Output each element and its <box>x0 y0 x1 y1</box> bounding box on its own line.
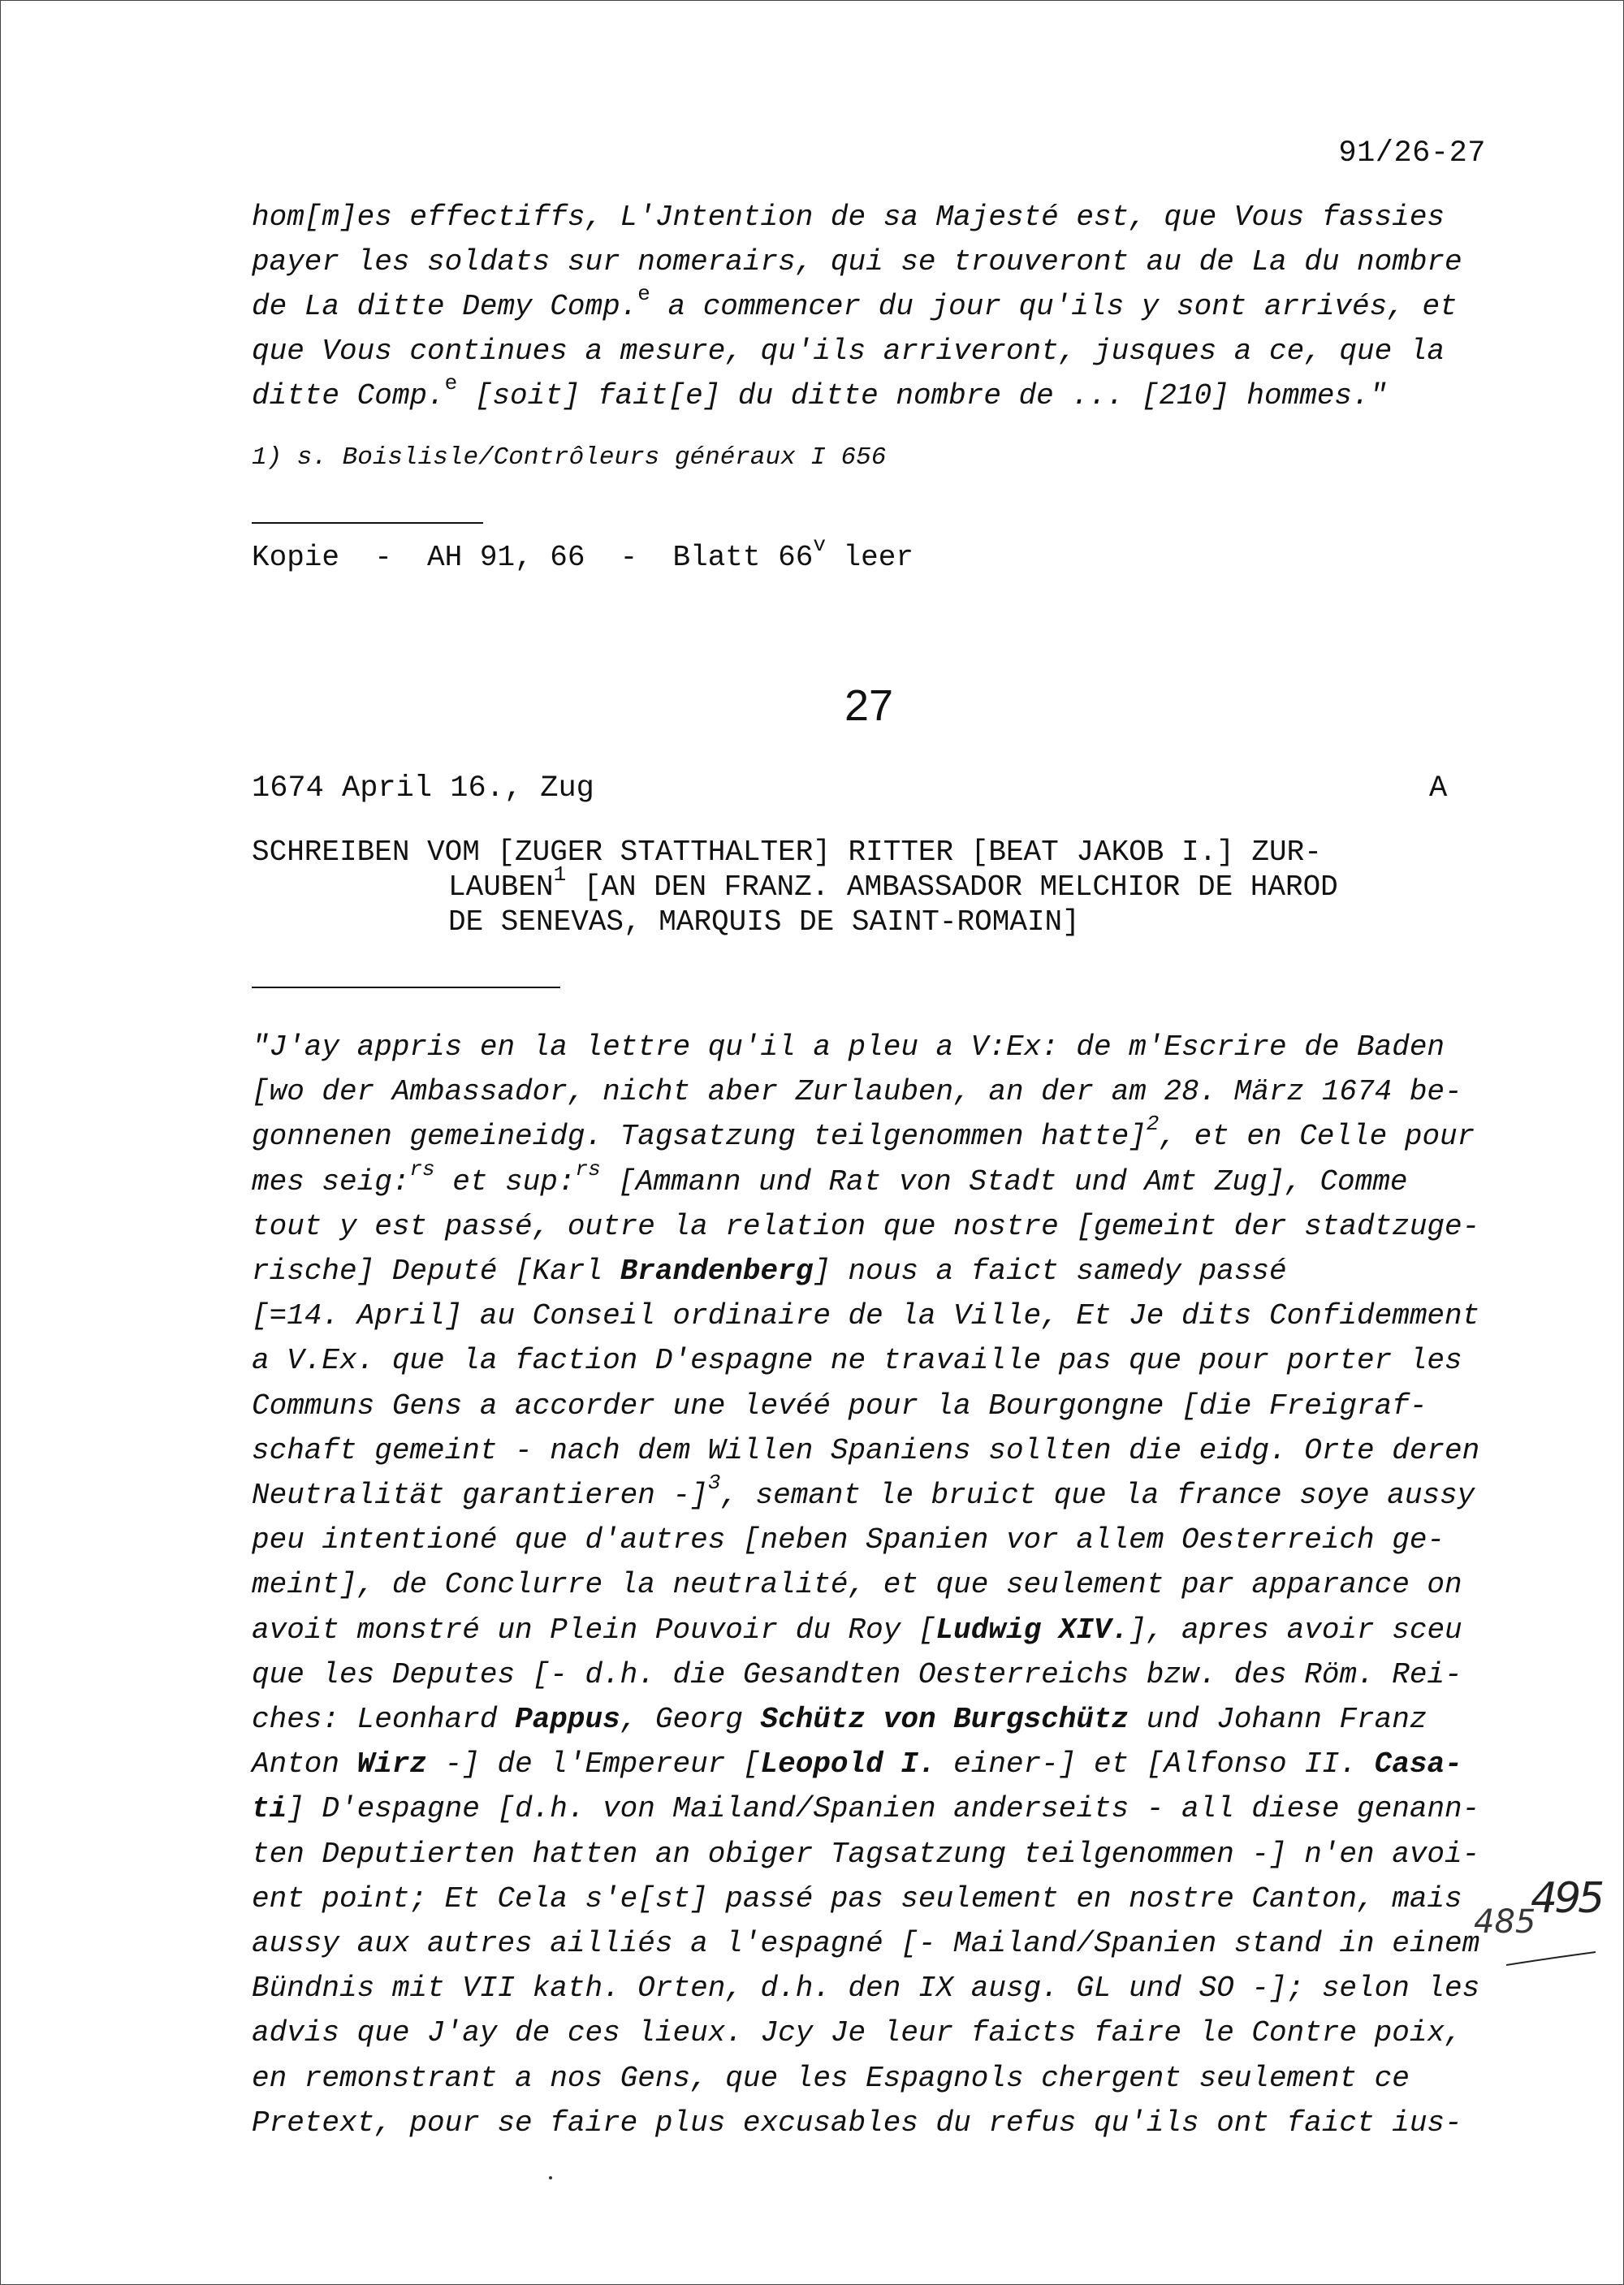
body-line <box>252 1966 1502 2011</box>
date-place: 1674 April 16., Zug <box>252 771 594 806</box>
footnote: 1) s. Boislisle/Contrôleurs généraux I 656 <box>252 443 887 472</box>
body-line <box>252 2056 1502 2101</box>
bold-name: Wirz <box>356 1747 428 1782</box>
text-run: ], apres avoir sceu <box>1129 1613 1462 1647</box>
text-run: einer-] et [Alfonso II. <box>935 1747 1375 1782</box>
text-run: [=14. April] au Conseil ordinaire de la Ville, Et Je dits Confidemment <box>252 1299 1480 1333</box>
text-run: a V.Ex. que la faction D'espagne ne travaille pas que pour porter les <box>252 1344 1462 1378</box>
text-run: Pretext, pour se faire plus excusables du refus qu'ils ont faict ius- <box>252 2106 1462 2140</box>
text-run: meint], de Conclurre la neutralité, et que seulement par apparance on <box>252 1568 1462 1602</box>
text-run: et sup: <box>434 1164 576 1199</box>
separator-rule <box>252 522 483 524</box>
body-line <box>252 1384 1502 1428</box>
superscript: rs <box>575 1156 601 1181</box>
bold-name: Brandenberg <box>620 1255 814 1289</box>
body-line <box>252 1921 1502 1966</box>
text-run: [wo der Ambassador, nicht aber Zurlauben, an der am 28. März 1674 be- <box>252 1075 1462 1109</box>
quote-line: de La ditte Demy Comp.$^e$ a commencer du jour qu'ils y sont arrivés, et <box>252 282 1458 323</box>
body-line <box>252 1697 1502 1742</box>
text-run: [Ammann und Rat von Stadt und Amt Zug], Comme <box>600 1164 1408 1199</box>
quote-continuation <box>252 195 1502 418</box>
body-line <box>252 1204 1502 1249</box>
superscript: 3 <box>707 1471 721 1496</box>
superscript: e <box>444 371 458 395</box>
body-line <box>252 2101 1502 2145</box>
text-run: , semant le bruict que la france soye aussy <box>720 1479 1475 1513</box>
text-run: advis que J'ay de ces lieux. Jcy Je leur faicts faire le Contre poix, <box>252 2016 1462 2050</box>
old-page-number: 485 <box>1474 1903 1536 1941</box>
heading-line: LAUBEN$^1$ [AN DEN FRANZ. AMBASSADOR MELCHIOR DE HAROD <box>448 862 1338 904</box>
body-line <box>252 2011 1502 2055</box>
text-run: Communs Gens a accorder une levéé pour la Bourgongne [die Freigraf- <box>252 1389 1427 1423</box>
bold-name: Casa- <box>1374 1747 1462 1782</box>
superscript: e <box>637 282 650 306</box>
text-run: schaft gemeint - nach dem Willen Spaniens sollten die eidg. Orte deren <box>252 1433 1480 1467</box>
bold-name: Pappus <box>515 1703 620 1737</box>
body-line <box>252 1294 1502 1338</box>
text-run: ches: Leonhard <box>252 1703 516 1737</box>
text-run: Anton <box>252 1747 357 1782</box>
letter-body <box>252 1025 1502 2145</box>
text-run: Bündnis mit VII kath. Orten, d.h. den IX ausg. GL und SO -]; selon les <box>252 1972 1480 2006</box>
document-heading <box>252 835 1502 939</box>
body-line <box>252 1562 1502 1607</box>
text-run: ent point; Et Cela s'e[st] passé pas seulement en nostre Canton, mais <box>252 1881 1462 1916</box>
body-line <box>252 1652 1502 1697</box>
body-line <box>252 1877 1502 1921</box>
text-run: , Georg <box>620 1703 761 1737</box>
quote-line: que Vous continues a mesure, qu'ils arriveront, jusques a ce, que la <box>252 335 1445 368</box>
separator-rule <box>252 987 560 988</box>
quote-line: hom[m]es effectiffs, L'Jntention de sa Majesté est, que Vous fassies <box>252 201 1445 234</box>
text-run: tout y est passé, outre la relation que nostre [gemeint der stadtzuge- <box>252 1209 1480 1243</box>
body-line <box>252 1786 1502 1831</box>
text-run: rische] Deputé [Karl <box>252 1255 620 1289</box>
stray-dot <box>549 2176 552 2179</box>
body-line <box>252 1832 1502 1877</box>
text-run: mes seig: <box>252 1164 410 1199</box>
page-reference: 91/26-27 <box>1338 136 1486 171</box>
text-run: que les Deputes [- d.h. die Gesandten Oesterreichs bzw. des Röm. Rei- <box>252 1657 1462 1691</box>
text-run: ] nous a faict samedy passé <box>813 1255 1287 1289</box>
superscript: v <box>813 533 826 557</box>
document-number: 27 <box>844 681 894 730</box>
quote-line: payer les soldats sur nomerairs, qui se trouveront au de La du nombre <box>252 245 1462 279</box>
text-run: aussy aux autres ailliés a l'espagné [- Mailand/Spanien stand in einem <box>252 1927 1480 1961</box>
heading-line: DE SENEVAS, MARQUIS DE SAINT-ROMAIN] <box>448 905 1080 939</box>
text-run: peu intentioné que d'autres [neben Spanien vor allem Oesterreich ge- <box>252 1523 1445 1557</box>
body-line <box>252 1025 1502 1069</box>
text-run: "J'ay appris en la lettre qu'il a pleu a V:Ex: de m'Escrire de Baden <box>252 1030 1445 1064</box>
body-line <box>252 1249 1502 1294</box>
body-line <box>252 1338 1502 1383</box>
body-line <box>252 1608 1502 1652</box>
body-line <box>252 1069 1502 1114</box>
text-run: und Johann Franz <box>1129 1703 1427 1737</box>
superscript: rs <box>409 1156 435 1181</box>
text-run: gonnenen gemeineidg. Tagsatzung teilgenommen hatte] <box>252 1120 1147 1154</box>
text-run: , et en Celle pour <box>1159 1120 1475 1154</box>
body-line <box>252 1156 1502 1204</box>
superscript: 1 <box>553 862 567 887</box>
text-run: avoit monstré un Plein Pouvoir du Roy [ <box>252 1613 936 1647</box>
copy-note: Kopie - AH 91, 66 - Blatt 66$^v$ leer <box>252 533 914 574</box>
quote-line: ditte Comp.$^e$ [soit] fait[e] du ditte nombre de ... [210] hommes." <box>252 371 1388 413</box>
text-run: Neutralität garantieren -] <box>252 1479 708 1513</box>
bold-name: Ludwig XIV. <box>935 1613 1129 1647</box>
body-line <box>252 1518 1502 1562</box>
body-line <box>252 1428 1502 1473</box>
bold-name: Leopold I. <box>760 1747 936 1782</box>
text-run: en remonstrant a nos Gens, que les Espagnols chergent seulement ce <box>252 2061 1410 2095</box>
new-page-number: 495 <box>1531 1874 1602 1923</box>
body-line <box>252 1742 1502 1786</box>
heading-line: SCHREIBEN VOM [ZUGER STATTHALTER] RITTER [BEAT JAKOB I.] ZUR- <box>252 836 1322 869</box>
body-line <box>252 1473 1502 1518</box>
bold-name: ti <box>252 1792 287 1826</box>
text-run: -] de l'Empereur [ <box>427 1747 761 1782</box>
bold-name: Schütz von Burgschütz <box>760 1703 1129 1737</box>
superscript: 2 <box>1146 1112 1160 1137</box>
body-line <box>252 1114 1502 1159</box>
document-marker: A <box>1429 771 1448 806</box>
handwriting-strokes <box>1474 1881 1620 1970</box>
text-run: ] D'espagne [d.h. von Mailand/Spanien anderseits - all diese genann- <box>287 1792 1480 1826</box>
text-run: ten Deputierten hatten an obiger Tagsatzung teilgenommen -] n'en avoi- <box>252 1837 1480 1871</box>
